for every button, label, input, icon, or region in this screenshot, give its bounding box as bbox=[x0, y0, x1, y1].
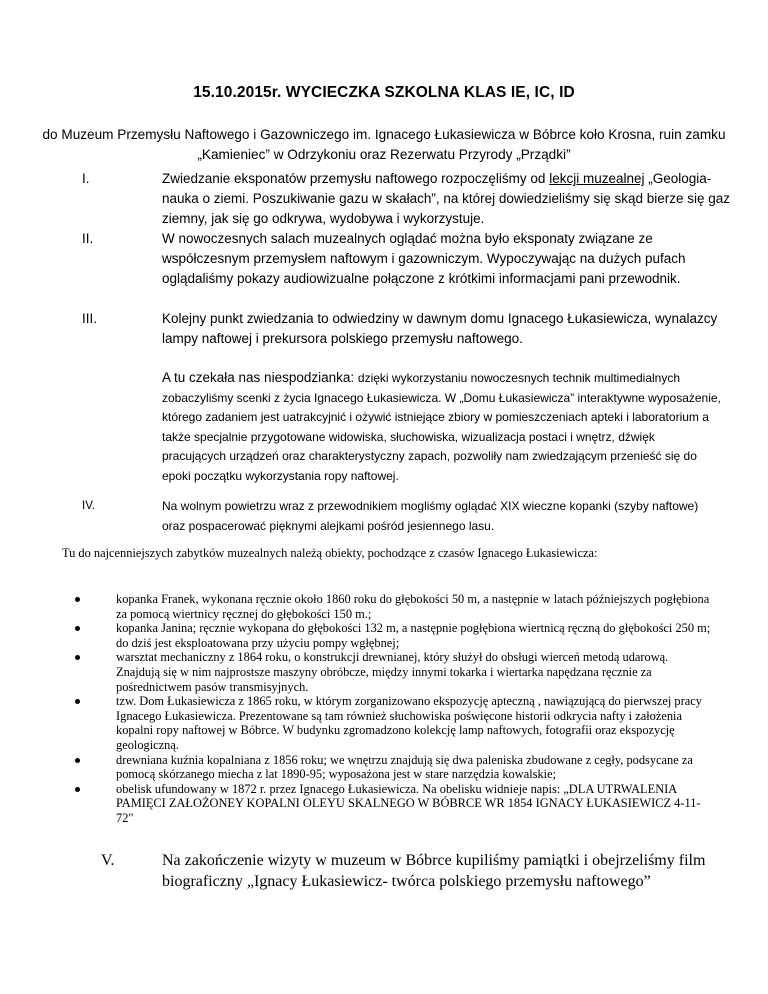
bullet-icon bbox=[75, 626, 80, 631]
list-item bbox=[62, 694, 712, 752]
subtitle: do Muzeum Przemysłu Naftowego i Gazowniczego im. Ignacego Łukasiewicza w Bóbrce koło Krosna, ruin zamku „Kamieniec” w Odrzykoniu oraz Rezerwatu Przyrody „Prządki” bbox=[42, 127, 726, 162]
surprise-paragraph bbox=[162, 368, 722, 487]
section-number-3: III. bbox=[82, 311, 98, 326]
section-1-text-before: Zwiedzanie eksponatów przemysłu naftowego rozpoczęliśmy od bbox=[162, 171, 550, 186]
section-text-5: Na zakończenie wizyty w muzeum w Bóbrce kupiliśmy pamiątki i obejrzeliśmy film biograficzny „Ignacy Łukasiewicz- twórca polskiego przemysłu naftowego” bbox=[162, 852, 706, 890]
list-item-text: drewniana kuźnia kopalniana z 1856 roku; we wnętrzu znajdują się dwa paleniska zbudowane z cegły, podsycane za pomocą skórzanego miecha z lat 1890-95; wyposażona jest w stare narzędzia kowalskie; bbox=[116, 752, 693, 782]
section-number-5: V. bbox=[101, 852, 115, 869]
page-title: 15.10.2015r. WYCIECZKA SZKOLNA KLAS IE, IC, ID bbox=[193, 84, 575, 101]
section-text-1 bbox=[162, 169, 734, 230]
section-text-3: Kolejny punkt zwiedzania to odwiedziny w dawnym domu Ignacego Łukasiewicza, wynalazcy lampy naftowej i prekursora polskiego przemysłu naftowego. bbox=[162, 311, 718, 347]
section-1-underlined: lekcji muzealnej bbox=[549, 171, 645, 186]
list-item bbox=[62, 621, 712, 650]
list-item-text: obelisk ufundowany w 1872 r. przez Ignacego Łukasiewicza. Na obelisku widnieje napis: „DLA UTRWALENIA PAMIĘCI ZAŁOŻONEY KOPALNI OLEYU SKALNEGO W BÓBRCE WR 1854 IGNACY ŁUKASIEWICZ 4-11-72" bbox=[116, 781, 701, 825]
list-item-text: kopanka Franek, wykonana ręcznie około 1860 roku do głębokości 50 m, a następnie w latach późniejszych pogłębiona za pomocą wiertnicy ręcznej do głębokości 150 m.; bbox=[116, 592, 710, 621]
list-item bbox=[62, 753, 712, 782]
section-text-2: W nowoczesnych salach muzealnych oglądać można było eksponaty związane ze współczesnym przemysłem naftowym i gazowniczym. Wypoczywając na dużych pufach oglądaliśmy pokazy audiowizualne połączone z krótkimi informacjami pani przewodnik. bbox=[162, 231, 686, 287]
museum-intro: Tu do najcenniejszych zabytków muzealnych należą obiekty, pochodzące z czasów Ignacego Łukasiewicza: bbox=[62, 546, 598, 560]
section-number-2: II. bbox=[82, 231, 94, 246]
list-item bbox=[62, 782, 712, 826]
bullet-icon bbox=[75, 655, 80, 660]
list-item-text: tzw. Dom Łukasiewicza z 1865 roku, w którym zorganizowano ekspozycję apteczną , nawiązującą do pierwszej pracy Ignacego Łukasiewicza. Prezentowane są tam również słuchowiska poświęcone historii odkrycia nafty i założenia kopalni ropy naftowej w Bóbrce. W budynku zgromadzono kolekcję lamp naftowych, fotografii oraz ekspozycję geologiczną. bbox=[116, 694, 702, 752]
section-number-4: IV. bbox=[82, 500, 96, 512]
section-1-text-after: „Geologia-nauka o ziemi. Poszukiwanie gazu w skałach”, na której dowiedzieliśmy się skąd bierze się gaz ziemny, jak się go odkrywa, wydobywa i wykorzystuje. bbox=[162, 171, 731, 227]
bullet-icon bbox=[75, 597, 80, 602]
surprise-lead: A tu czekała nas niespodzianka: bbox=[162, 370, 358, 385]
surprise-text: dzięki wykorzystaniu nowoczesnych technik multimedialnych zobaczyliśmy scenki z życia Ignacego Łukasiewicza. W „Domu Łukasiewicza” interaktywne wyposażenie, którego zadaniem jest uatrakcyjnić i ożywić istniejące zbiory w pomieszczeniach apteki i laboratorium a także specjalnie przygotowane widowiska, słuchowiska, wizualizacja postaci i wnętrz, dźwięk pracujących urządzeń oraz charakterystyczny zapach, pozwoliły nam zwiedzającym przenieść się do epoki początku wykorzystania ropy naftowej. bbox=[162, 371, 721, 483]
section-text-4: Na wolnym powietrzu wraz z przewodnikiem mogliśmy oglądać XIX wieczne kopanki (szyby naftowe) oraz pospacerować pięknymi alejkami pośród jesiennego lasu. bbox=[162, 499, 699, 533]
section-number-1: I. bbox=[82, 171, 90, 186]
list-item-text: warsztat mechaniczny z 1864 roku, o konstrukcji drewnianej, który służył do obsługi wierceń metodą udarową. Znajdują się w nim najprostsze maszyny obróbcze, między innymi tokarka i wiertarka napędzana ręcznie za pośrednictwem pasów transmisyjnych. bbox=[116, 650, 669, 694]
bullet-icon bbox=[75, 699, 80, 704]
artifact-list bbox=[62, 592, 712, 826]
list-item bbox=[62, 592, 712, 621]
list-item-text: kopanka Janina; ręcznie wykopana do głębokości 132 m, a następnie pogłębiona wiertnicą ręczną do głębokości 250 m; do dziś jest eksploatowana przy użyciu pompy wgłębnej; bbox=[116, 621, 711, 650]
bullet-icon bbox=[75, 787, 80, 792]
bullet-icon bbox=[75, 758, 80, 763]
list-item bbox=[62, 650, 712, 694]
